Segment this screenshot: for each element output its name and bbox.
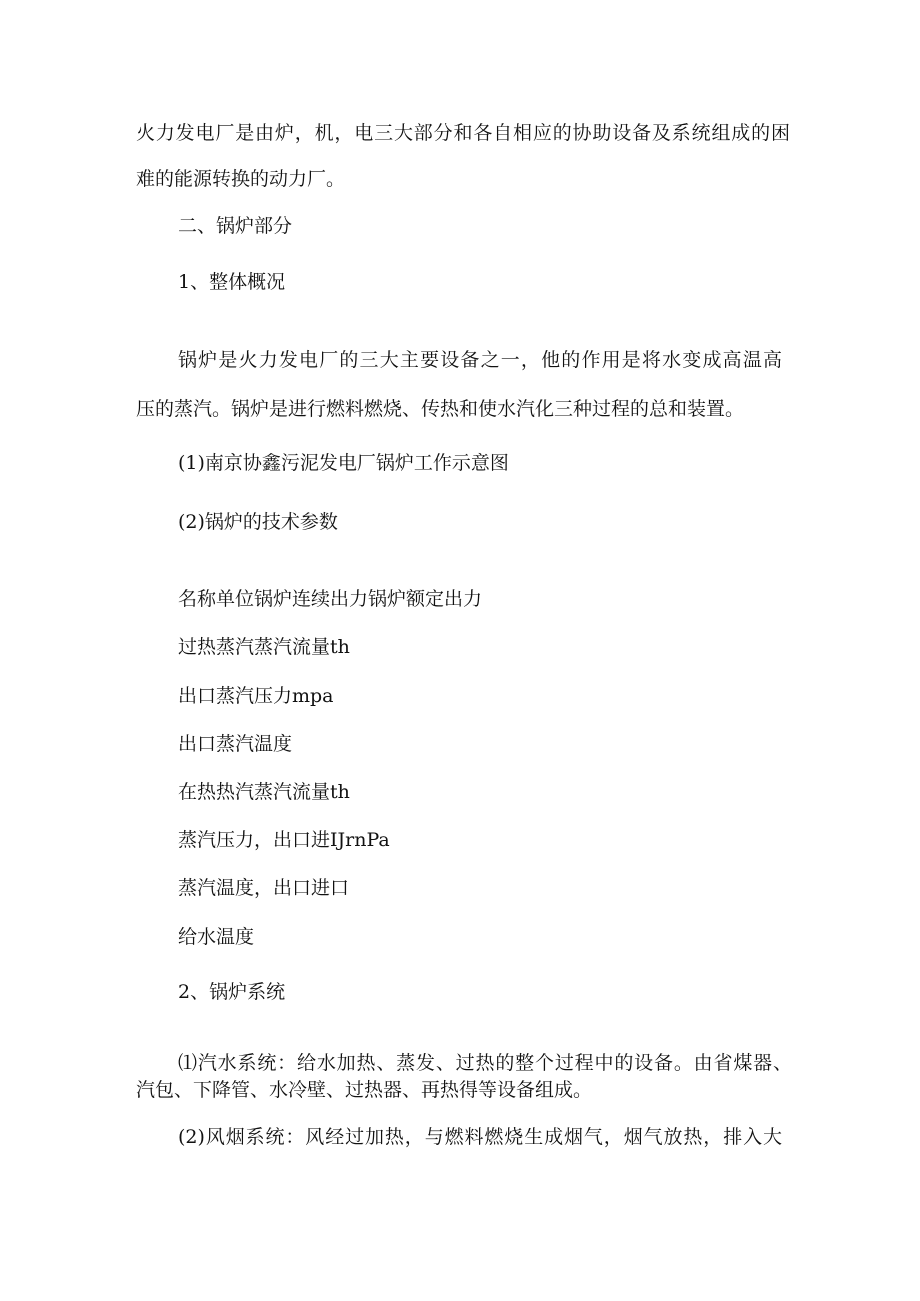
param-line: 给水温度 bbox=[178, 926, 255, 948]
system1-line-1: ⑴汽水系统：给水加热、蒸发、过热的整个过程中的设备。由省煤器、 bbox=[178, 1052, 792, 1074]
item-tech-params: (2)锅炉的技术参数 bbox=[178, 511, 338, 533]
subheading-overview: 1、整体概况 bbox=[178, 271, 286, 293]
overview-line-2: 压的蒸汽。锅炉是进行燃料燃烧、传热和使水汽化三种过程的总和装置。 bbox=[136, 398, 745, 420]
intro-line-1: 火力发电厂是由炉，机，电三大部分和各自相应的协助设备及系统组成的困 bbox=[136, 122, 790, 144]
param-line: 在热热汽蒸汽流量th bbox=[178, 781, 350, 803]
param-line: 名称单位锅炉连续出力锅炉额定出力 bbox=[178, 588, 483, 610]
intro-line-2: 难的能源转换的动力厂。 bbox=[136, 168, 346, 190]
overview-line-1: 锅炉是火力发电厂的三大主要设备之一，他的作用是将水变成高温高 bbox=[178, 349, 782, 371]
param-line: 蒸汽压力，出口进IJrnPa bbox=[178, 829, 390, 851]
param-line: 出口蒸汽压力mpa bbox=[178, 685, 334, 707]
section-heading-boiler: 二、锅炉部分 bbox=[178, 215, 293, 237]
subheading-boiler-system: 2、锅炉系统 bbox=[178, 981, 286, 1003]
param-line: 蒸汽温度，出口进口 bbox=[178, 877, 350, 899]
param-line: 过热蒸汽蒸汽流量th bbox=[178, 636, 350, 658]
system1-line-2: 汽包、下降管、水冷壁、过热器、再热得等设备组成。 bbox=[136, 1079, 593, 1101]
param-line: 出口蒸汽温度 bbox=[178, 733, 293, 755]
item-diagram-caption: (1)南京协鑫污泥发电厂锅炉工作示意图 bbox=[178, 452, 509, 474]
system2-line-1: (2)风烟系统：风经过加热，与燃料燃烧生成烟气，烟气放热，排入大 bbox=[178, 1126, 782, 1148]
